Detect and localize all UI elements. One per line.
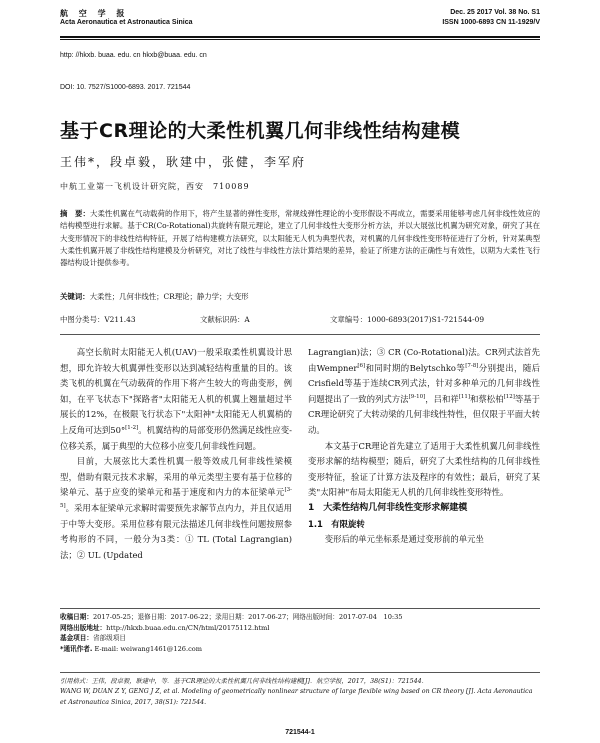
citation-en: WANG W, DUAN Z Y, GENG J Z, et al. Modeling of geometrically nonlinear structure of large flexible wing based on CR theory [J]. Acta Aeronautica et Astronautica Sinica, 2017, 38(S1): 721544. [60, 688, 533, 706]
intro-paragraph-1: 高空长航时太阳能无人机(UAV)一般采取柔性机翼设计思想，即允许较大机翼弹性变形以达到减轻结构重量的目的。该类飞机的机翼在气动载荷的作用下将产生较大的弯曲变形，例如，在平飞状态下"探路者"太阳能无人机的机翼上翘量超过半展长的12%，在极限飞行状态下"太阳神"太阳能无人机翼梢的上反角可达到50°[1-2]。机翼结构的局部变形仍然满足线性应变-位移关系，属于典型的大位移小应变几何非线性问题。 [60, 347, 292, 451]
abstract-label: 摘 要： [60, 209, 91, 218]
journal-header-left [60, 8, 193, 28]
footnote [60, 612, 540, 654]
section-heading-1: 1 大柔性结构几何非线性变形求解建模 [308, 502, 468, 513]
footnote-dates: 收稿日期：2017-05-25；退修日期：2017-06-22；录用日期：2017-06-27；网络出版时间：2017-07-04 10:35 [60, 613, 403, 621]
citation-format [60, 677, 540, 708]
issue-date-volume: Dec. 25 2017 Vol. 38 No. S1 [450, 9, 540, 16]
subsection-heading-1-1: 1.1 有限旋转 [308, 518, 365, 529]
citation-ref[interactable]: [11] [458, 393, 471, 400]
keywords-text: 大柔性；几何非线性；CR理论；静力学；大变形 [89, 292, 249, 301]
paper-title: 基于CR理论的大柔性机翼几何非线性结构建模 [60, 120, 461, 142]
clc-number: 中图分类号：V211.43 [60, 315, 136, 324]
citation-ref[interactable]: [9-10] [408, 393, 426, 400]
citation-rule [60, 672, 540, 673]
citation-ref[interactable]: [7-8] [465, 362, 479, 369]
footnote-fund: 基金项目：省部级项目 [60, 634, 126, 643]
issn-line: ISSN 1000-6893 CN 11-1929/V [442, 19, 540, 26]
intro-paragraph-2: 目前，大展弦比大柔性机翼一般等效成几何非线性梁模型，借助有限元技术求解，采用的单元类型主要有基于位移的梁单元、基于应变的梁单元和基于速度和内力的本征梁单元[3-5]。采用本征梁单元求解时需要预先求解节点内力，并且仅适用于中等大变形。采用位移有限元法描述几何非线性问题按照参考构形的不同，一般分为3类：① TL (Total Lagrangian)法；② UL (Updated [60, 456, 292, 560]
intro-paragraph-3: Lagrangian)法；③ CR (Co-Rotational)法。CR列式法首先由Wempner[6]和同时期的Belytschko等[7-8]分别提出，随后Crisfield等基于连续CR列式法，针对多种单元的几何非线性问题提出了一致的列式方法[9-10]，吕和祥[11]和蔡松柏[12]等基于CR理论研究了大转动梁的几何非线性特性，但仅限于平面大转动。 [308, 347, 541, 435]
citation-ref[interactable]: [6] [357, 362, 366, 369]
authors: 王伟*，段卓毅，耿建中，张健，李军府 [60, 155, 307, 169]
footnote-author: *通讯作者. E-mail: weiwang1461@126.com [60, 644, 202, 653]
abstract [60, 208, 540, 269]
document-code: 文献标识码：A [200, 315, 250, 324]
body-column-right [308, 345, 540, 548]
page-number: 721544-1 [285, 729, 315, 736]
header-rule-thick [60, 36, 540, 38]
citation-ref[interactable]: [12] [503, 393, 515, 400]
abstract-separator [60, 334, 540, 335]
body-column-left [60, 345, 292, 563]
author-email[interactable]: E-mail: weiwang1461@126.com [94, 644, 202, 653]
header-rule-thin [60, 39, 540, 40]
journal-header-right [442, 8, 540, 28]
citation-ref[interactable]: [3-5] [60, 487, 292, 510]
section-paragraph-1: 变形后的单元坐标系是通过变形前的单元坐 [324, 534, 484, 545]
article-number: 文章编号：1000-6893(2017)S1-721544-09 [330, 315, 485, 324]
footnote-rule [60, 608, 540, 609]
citation-cn: 引用格式：王伟，段卓毅，耿建中，等．基于CR理论的大柔性机翼几何非线性结构建模[J]．航空学报，2017，38(S1)：721544． [60, 678, 428, 685]
keywords-label: 关键词： [60, 292, 90, 301]
affiliation: 中航工业第一飞机设计研究院，西安 710089 [60, 182, 250, 191]
journal-name-en: Acta Aeronautica et Astronautica Sinica [60, 19, 193, 26]
online-url[interactable]: http://hkxb.buaa.edu.cn/CN/html/20175112.html [106, 623, 270, 632]
journal-name-cn: 航 空 学 报 [60, 8, 129, 18]
abstract-text: 大柔性机翼在气动载荷的作用下，将产生显著的弹性变形，常规线弹性理论的小变形假设不再成立，需要采用能够考虑几何非线性效应的结构模型进行求解。基于CR(Co-Rotational)共旋转有限元理论，建立了几何非线性大变形分析方法，并以大展弦比机翼为研究对象，研究了其在大变形情况下的非线性结构特征，开展了结构建模方法研究，以太阳能无人机为典型代表，对机翼的几何非线性变形特征进行了分析，针对某典型大柔性机翼开展了非线性结构建模及分析研究，对比了线性与非线性方法计算结果的差异，验证了所建方法的正确性与有效性，以期为大柔性飞行器结构设计提供参考。 [60, 209, 540, 268]
keywords [60, 291, 540, 302]
citation-ref[interactable]: [1-2] [125, 425, 139, 432]
footnote-online: 网络出版地址：http://hkxb.buaa.edu.cn/CN/html/20175112.html [60, 623, 270, 632]
intro-paragraph-4: 本文基于CR理论首先建立了适用于大柔性机翼几何非线性变形求解的结构模型；随后，研究了大柔性结构的几何非线性变形特征，验证了计算方法及程序的有效性；最后，研究了某类"太阳神"布局太阳能无人机的几何非线性变形特性。 [308, 440, 540, 498]
classification-line [60, 314, 540, 325]
doi[interactable]: DOI: 10. 7527/S1000-6893. 2017. 721544 [60, 84, 191, 91]
journal-url[interactable]: http: //hkxb. buaa. edu. cn hkxb@buaa. edu. cn [60, 52, 207, 59]
